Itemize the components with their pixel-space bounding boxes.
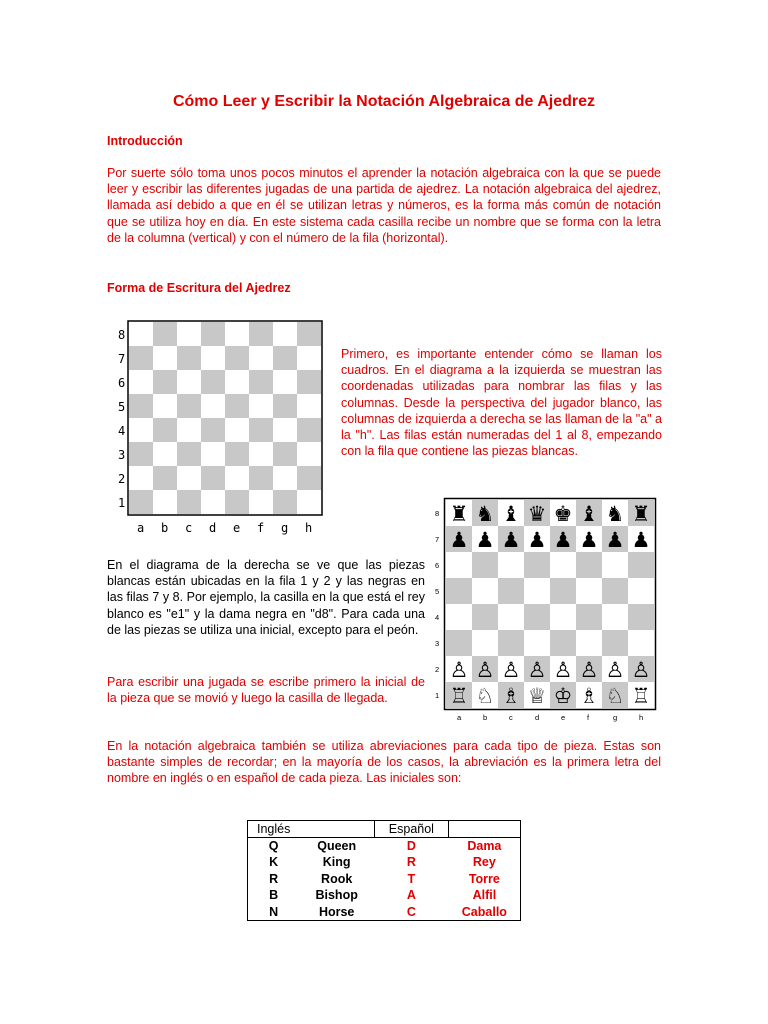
chess-piece: ♝ [579, 502, 599, 526]
board-square [129, 370, 153, 394]
es-name: Alfil [449, 887, 521, 904]
chess-piece: ♚ [553, 502, 573, 526]
board-square [177, 490, 201, 514]
board-square [249, 466, 273, 490]
chess-piece: ♙ [553, 658, 573, 682]
board-square [576, 552, 602, 578]
board-square [177, 442, 201, 466]
board-square [201, 442, 225, 466]
rank-label: 8 [435, 509, 440, 518]
chess-piece: ♖ [449, 684, 469, 708]
board-square [225, 346, 249, 370]
board-square [273, 322, 297, 346]
board-square [602, 604, 628, 630]
en-name: Horse [299, 904, 374, 921]
chess-piece: ♟ [501, 528, 521, 552]
board-square [628, 552, 654, 578]
header-ingles: Inglés [248, 821, 300, 838]
chess-piece: ♙ [527, 658, 547, 682]
table-row [248, 838, 521, 855]
es-name: Caballo [449, 904, 521, 921]
es-initial: C [374, 904, 449, 921]
board-square [297, 490, 321, 514]
chess-piece: ♙ [449, 658, 469, 682]
board-square [297, 418, 321, 442]
en-name: King [322, 855, 351, 870]
board-square [225, 394, 249, 418]
chess-piece: ♟ [449, 528, 469, 552]
rank-label: 4 [435, 613, 440, 622]
chess-piece: ♟ [631, 528, 651, 552]
file-label: b [483, 713, 488, 722]
board-square [201, 394, 225, 418]
empty-board-diagram [115, 318, 331, 544]
chess-piece: ♙ [579, 658, 599, 682]
board-square [550, 604, 576, 630]
chess-piece: ♙ [631, 658, 651, 682]
chess-piece: ♝ [501, 502, 521, 526]
chess-piece: ♘ [475, 684, 495, 708]
es-name: Dama [449, 838, 521, 855]
move-paragraph: Para escribir una jugada se escribe primero la inicial de la pieza que se movió y luego la casilla de llegada. [107, 675, 425, 706]
board-square [576, 604, 602, 630]
board-square [249, 370, 273, 394]
rank-label: 1 [435, 691, 440, 700]
chess-piece: ♗ [579, 684, 599, 708]
board-square [153, 322, 177, 346]
board-square [225, 322, 249, 346]
board-square [177, 346, 201, 370]
board-square [249, 394, 273, 418]
es-initial: T [407, 871, 416, 886]
board-square [177, 418, 201, 442]
board-square [524, 578, 550, 604]
board-square [177, 394, 201, 418]
board-square [524, 552, 550, 578]
board-square [177, 466, 201, 490]
board-square [550, 552, 576, 578]
board-square [225, 370, 249, 394]
chess-piece: ♟ [527, 528, 547, 552]
board-square [225, 466, 249, 490]
table-row [248, 854, 521, 871]
file-label: f [587, 713, 590, 722]
board-square [498, 604, 524, 630]
board-square [524, 604, 550, 630]
board-square [472, 578, 498, 604]
board-square [628, 578, 654, 604]
board-square [153, 394, 177, 418]
board-square [273, 442, 297, 466]
file-label: f [257, 521, 265, 535]
file-label: b [161, 521, 169, 535]
board-square [201, 370, 225, 394]
board-square [129, 346, 153, 370]
rank-label: 6 [118, 376, 126, 390]
rank-label: 3 [435, 639, 440, 648]
en-name: Queen [317, 839, 357, 853]
file-label: e [561, 713, 566, 722]
board-square [602, 578, 628, 604]
chess-piece: ♙ [501, 658, 521, 682]
rank-label: 1 [118, 496, 126, 510]
board-square [177, 370, 201, 394]
board-square [273, 370, 297, 394]
board-square [153, 490, 177, 514]
board-square [472, 552, 498, 578]
file-label: h [305, 521, 313, 535]
rank-label: 5 [435, 587, 440, 596]
chess-piece: ♟ [579, 528, 599, 552]
board-square [153, 418, 177, 442]
rank-label: 7 [118, 352, 126, 366]
chess-piece: ♟ [605, 528, 625, 552]
board-square [273, 394, 297, 418]
es-name: Torre [449, 871, 521, 888]
board-square [446, 578, 472, 604]
board-square [201, 490, 225, 514]
rank-label: 7 [435, 535, 440, 544]
intro-paragraph: Por suerte sólo toma unos pocos minutos el aprender la notación algebraica con la que se puede leer y escribir las diferentes jugadas de una partida de ajedrez. La notación algebraica del ajedrez, llamada así debido a que en él se utilizan letras y números, es la forma más común de notación que se utiliza hoy en día. En este sistema cada casilla recibe un nombre que se forma con la letra de la columna (vertical) y con el número de la fila (horizontal). [107, 166, 661, 245]
chess-piece: ♟ [475, 528, 495, 552]
file-label: g [281, 521, 289, 535]
board-square [273, 466, 297, 490]
board-square [249, 322, 273, 346]
board-square [201, 418, 225, 442]
board-square [249, 442, 273, 466]
file-label: g [613, 713, 618, 722]
board-square [249, 418, 273, 442]
board-square [129, 490, 153, 514]
rank-label: 5 [118, 400, 126, 414]
board-square [273, 418, 297, 442]
table-header-row [248, 821, 521, 838]
file-label: h [639, 713, 644, 722]
rank-label: 2 [118, 472, 126, 486]
board-square [129, 442, 153, 466]
chess-piece: ♗ [501, 684, 521, 708]
chess-piece: ♙ [475, 658, 495, 682]
board-square [550, 578, 576, 604]
board-square [472, 604, 498, 630]
board-square [602, 552, 628, 578]
board-square [129, 394, 153, 418]
board-square [446, 630, 472, 656]
board-square [249, 490, 273, 514]
intro-heading: Introducción [107, 134, 183, 148]
chess-piece: ♘ [605, 684, 625, 708]
board-square [550, 630, 576, 656]
board-square [153, 346, 177, 370]
en-name: Bishop [315, 888, 358, 903]
rank-label: 6 [435, 561, 440, 570]
file-label: c [509, 713, 513, 722]
chess-piece: ♞ [605, 502, 625, 526]
chess-piece: ♕ [527, 684, 547, 708]
file-label: c [185, 521, 193, 535]
board-square [576, 578, 602, 604]
chess-piece: ♛ [527, 502, 547, 526]
file-label: a [457, 713, 462, 722]
board-square [498, 630, 524, 656]
board-square [297, 442, 321, 466]
header-blank-2 [449, 821, 521, 838]
chess-piece: ♙ [605, 658, 625, 682]
en-initial: R [248, 871, 300, 888]
board-square [472, 630, 498, 656]
file-label: d [535, 713, 540, 722]
board-square [177, 322, 201, 346]
board-square [297, 466, 321, 490]
en-name: Rook [321, 871, 353, 886]
board-square [498, 578, 524, 604]
board-square [201, 322, 225, 346]
header-blank-1 [299, 821, 374, 838]
en-initial: B [248, 887, 300, 904]
es-name: Rey [449, 854, 521, 871]
pieces-paragraph: En el diagrama de la derecha se ve que las piezas blancas están ubicadas en la fila 1 y 2 y las negras en las filas 7 y 8. Por ejemplo, la casilla en la que está el rey blanco es "e1" y la dama negra en "d8". Para cada una de las piezas se utiliza una inicial, excepto para el peón. [107, 558, 425, 637]
es-initial: D [406, 839, 416, 853]
board-square [129, 466, 153, 490]
board-square [225, 442, 249, 466]
board-square [129, 418, 153, 442]
file-label: d [209, 521, 217, 535]
chess-piece: ♜ [449, 502, 469, 526]
board-square [524, 630, 550, 656]
en-initial: N [248, 904, 300, 921]
squares-paragraph: Primero, es importante entender cómo se llaman los cuadros. En el diagrama a la izquierda se muestran las coordenadas utilizadas para nombrar las filas y las columnas. Desde la perspectiva del jugador blanco, las columnas de izquierda a derecha se las llaman de la "a" a la "h". Las filas están numeradas del 1 al 8, empezando con la fila que contiene las piezas blancas. [341, 347, 662, 459]
board-square [297, 322, 321, 346]
es-initial: R [406, 855, 416, 870]
en-initial: K [248, 854, 300, 871]
board-square [273, 490, 297, 514]
chess-piece: ♟ [553, 528, 573, 552]
page-title: Cómo Leer y Escribir la Notación Algebraica de Ajedrez [172, 93, 596, 110]
rank-label: 8 [118, 328, 126, 342]
file-label: a [137, 521, 145, 535]
board-square [153, 370, 177, 394]
board-square [602, 630, 628, 656]
board-square [576, 630, 602, 656]
board-square [628, 630, 654, 656]
board-square [249, 346, 273, 370]
board-square [297, 346, 321, 370]
table-row [248, 871, 521, 888]
chess-piece: ♞ [475, 502, 495, 526]
rank-label: 2 [435, 665, 440, 674]
rank-label: 4 [118, 424, 126, 438]
rank-label: 3 [118, 448, 126, 462]
board-square [201, 466, 225, 490]
board-square [628, 604, 654, 630]
board-square [225, 490, 249, 514]
board-square [225, 418, 249, 442]
board-square [153, 466, 177, 490]
board-square [201, 346, 225, 370]
board-square [129, 322, 153, 346]
board-square [446, 552, 472, 578]
board-square [297, 394, 321, 418]
es-initial: A [406, 888, 416, 903]
board-square [446, 604, 472, 630]
file-label: e [233, 521, 241, 535]
abbreviations-paragraph: En la notación algebraica también se utiliza abreviaciones para cada tipo de pieza. Estas son bastante simples de recordar; en la mayoría de los casos, la abreviación es la primera letra del nombre en inglés o en español de cada pieza. Las iniciales son: [107, 739, 661, 786]
board-square [273, 346, 297, 370]
board-square [498, 552, 524, 578]
section-heading: Forma de Escritura del Ajedrez [107, 281, 291, 295]
piece-initials-table [247, 820, 521, 921]
chess-piece: ♜ [631, 502, 651, 526]
board-square [153, 442, 177, 466]
table-row [248, 904, 521, 921]
chess-piece: ♔ [553, 684, 573, 708]
starting-position-diagram [430, 495, 662, 725]
header-espanol: Español [374, 821, 449, 838]
en-initial: Q [248, 838, 300, 855]
board-square [297, 370, 321, 394]
table-row [248, 887, 521, 904]
chess-piece: ♖ [631, 684, 651, 708]
